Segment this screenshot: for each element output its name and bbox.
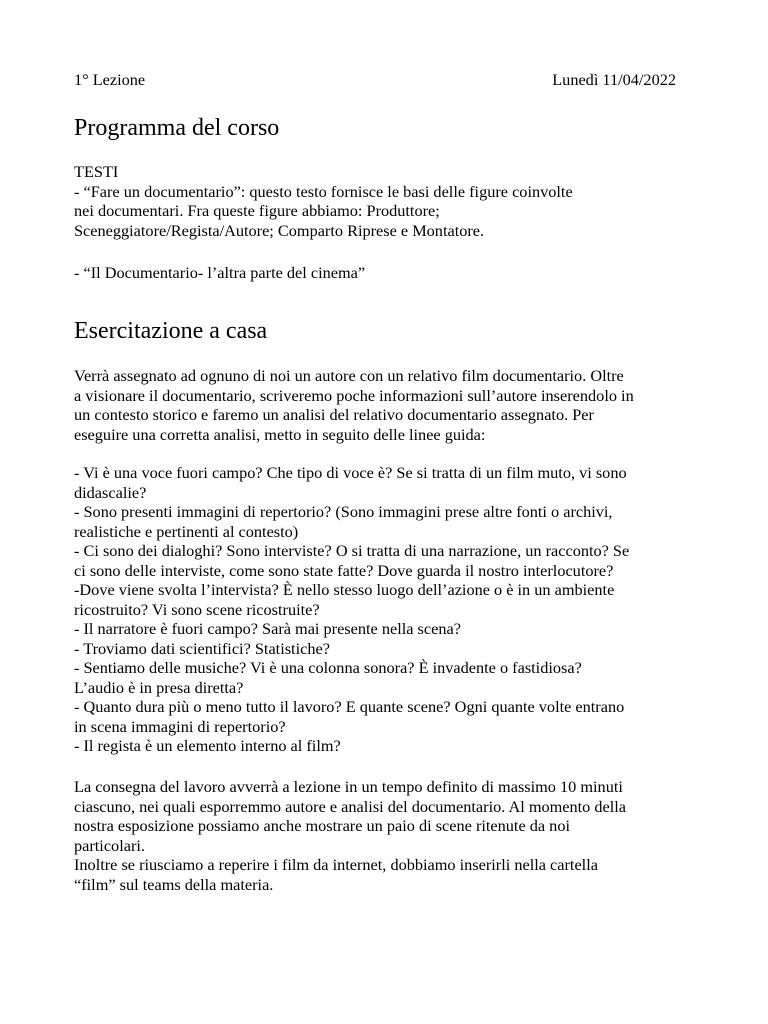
lesson-label: 1° Lezione <box>74 70 146 89</box>
guideline-line: - Ci sono dei dialoghi? Sono interviste? O si tratta di una narrazione, un racconto? Se <box>74 541 630 560</box>
closing-paragraph <box>74 777 626 894</box>
page-header <box>74 70 676 90</box>
text-line: La consegna del lavoro avverrà a lezione in un tempo definito di massimo 10 minuti <box>74 777 623 796</box>
guideline-line: - Il narratore è fuori campo? Sarà mai presente nella scena? <box>74 619 461 638</box>
course-texts-block <box>74 162 573 240</box>
text-line: TESTI <box>74 162 119 181</box>
second-text-item: - “Il Documentario- l’altra parte del cinema” <box>74 263 366 282</box>
text-line: eseguire una corretta analisi, metto in seguito delle linee guida: <box>74 424 486 444</box>
text-line: particolari. <box>74 835 145 855</box>
guideline-line: realistiche e pertinenti al contesto) <box>74 521 299 541</box>
guideline-line: - Sentiamo delle musiche? Vi è una colonna sonora? È invadente o fastidiosa? <box>74 658 582 677</box>
guideline-line: -Dove viene svolta l’intervista? È nello stesso luogo dell’azione o è in un ambiente <box>74 580 615 599</box>
guideline-line: - Il regista è un elemento interno al film? <box>74 736 341 755</box>
text-line: Sceneggiatore/Regista/Autore; Comparto Riprese e Montatore. <box>74 220 485 240</box>
text-line: “film” sul teams della materia. <box>74 874 274 894</box>
text-line: Inoltre se riusciamo a reperire i film da internet, dobbiamo inserirli nella cartella <box>74 855 598 874</box>
lesson-date: Lunedì 11/04/2022 <box>552 70 676 89</box>
intro-paragraph <box>74 366 634 444</box>
text-line: nostra esposizione possiamo anche mostrare un paio di scene ritenute da noi <box>74 816 570 835</box>
text-line: Verrà assegnato ad ognuno di noi un autore con un relativo film documentario. Oltre <box>74 366 624 385</box>
text-line: - “Fare un documentario”: questo testo fornisce le basi delle figure coinvolte <box>74 181 573 201</box>
section-title-programma: Programma del corso <box>74 115 280 141</box>
guideline-line: ci sono delle interviste, come sono state fatte? Dove guarda il nostro interlocutore? <box>74 560 614 580</box>
text-line: a visionare il documentario, scriveremo poche informazioni sull’autore inserendolo in <box>74 385 634 405</box>
text-line: un contesto storico e faremo un analisi del relativo documentario assegnato. Per <box>74 405 594 424</box>
guideline-line: L’audio è in presa diretta? <box>74 677 244 697</box>
guideline-line: - Troviamo dati scientifici? Statistiche? <box>74 638 330 658</box>
text-line: nei documentari. Fra queste figure abbiamo: Produttore; <box>74 201 440 220</box>
section-title-esercitazione: Esercitazione a casa <box>74 318 268 344</box>
guideline-line: - Sono presenti immagini di repertorio? (Sono immagini prese altre fonti o archivi, <box>74 502 613 521</box>
guideline-line: - Vi è una voce fuori campo? Che tipo di voce è? Se si tratta di un film muto, vi sono <box>74 463 627 482</box>
guideline-line: ricostruito? Vi sono scene ricostruite? <box>74 599 320 619</box>
guideline-line: didascalie? <box>74 482 147 502</box>
guideline-line: - Quanto dura più o meno tutto il lavoro? E quante scene? Ogni quante volte entrano <box>74 697 625 716</box>
guideline-line: in scena immagini di repertorio? <box>74 716 286 736</box>
text-line: ciascuno, nei quali esporremmo autore e analisi del documentario. Al momento della <box>74 796 627 816</box>
guidelines-list <box>74 463 629 756</box>
